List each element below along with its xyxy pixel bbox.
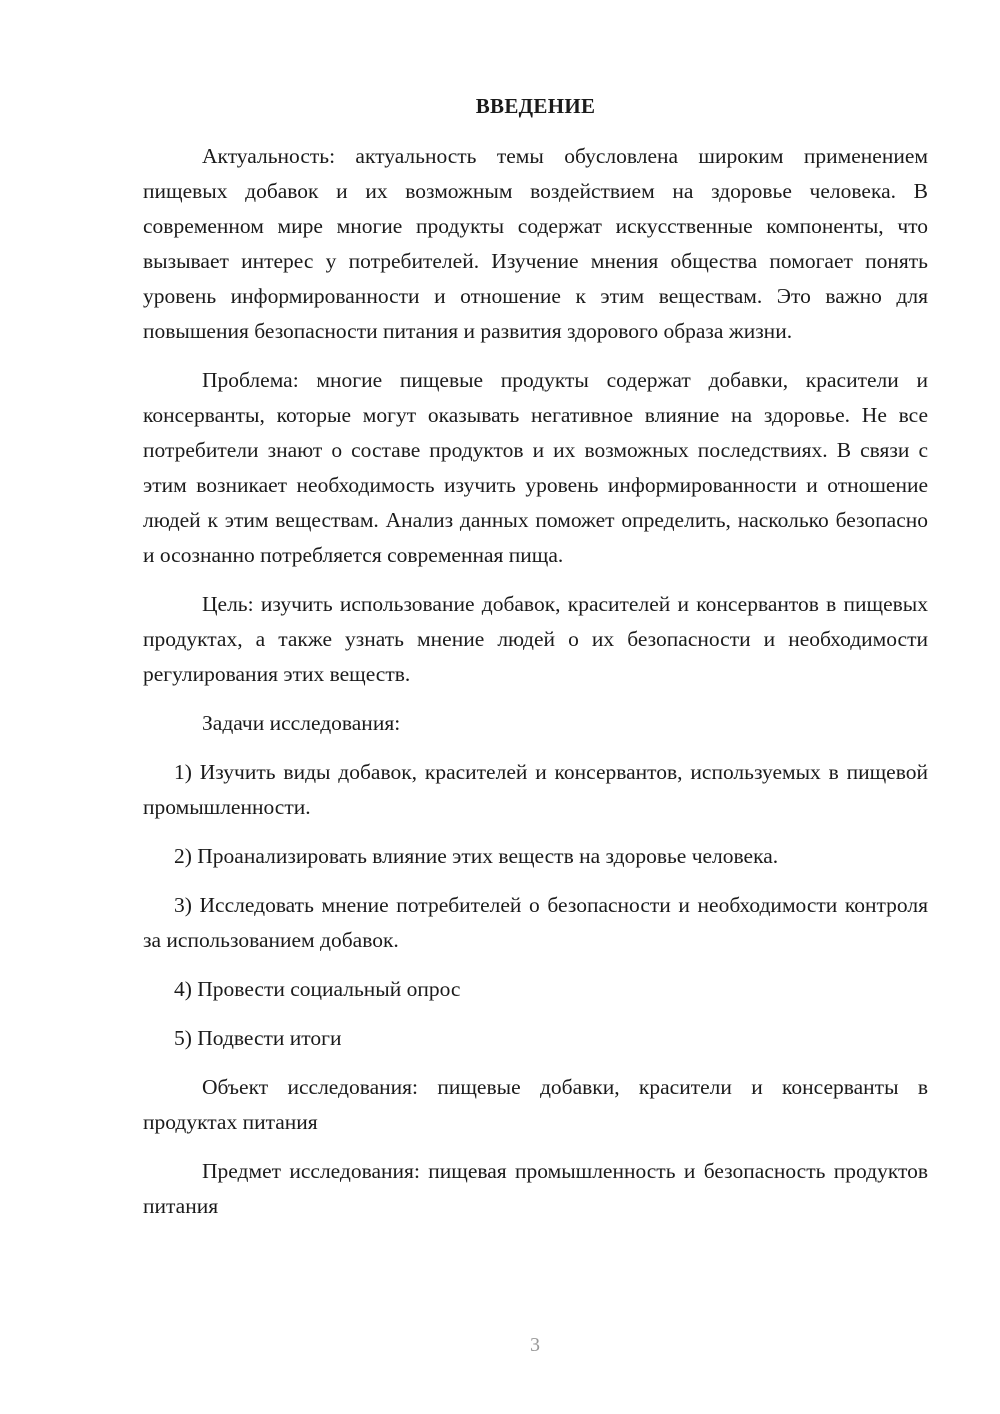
research-subject-paragraph: Предмет исследования: пищевая промышленность и безопасность продуктов питания bbox=[143, 1159, 928, 1219]
relevance-paragraph: Актуальность: актуальность темы обусловлена широким применением пищевых добавок и их возможным воздействием на здоровье человека. В современном мире многие продукты содержат искусственные компоненты, что вызывает интерес у потребителей. Изучение мнения общества помогает понять уровень информированности и отношение к этим веществам. Это важно для повышения безопасности питания и развития здорового образа жизни. bbox=[143, 144, 928, 344]
research-object-paragraph: Объект исследования: пищевые добавки, красители и консерванты в продуктах питания bbox=[143, 1075, 928, 1135]
tasks-heading: Задачи исследования: bbox=[202, 711, 401, 736]
section-heading: ВВЕДЕНИЕ bbox=[475, 94, 596, 118]
task-item: 3) Исследовать мнение потребителей о безопасности и необходимости контроля за использованием добавок. bbox=[143, 893, 928, 953]
problem-paragraph: Проблема: многие пищевые продукты содержат добавки, красители и консерванты, которые могут оказывать негативное влияние на здоровье. Не все потребители знают о составе продуктов и их возможных последствиях. В связи с этим возникает необходимость изучить уровень информированности и отношение людей к этим веществам. Анализ данных поможет определить, насколько безопасно и осознанно потребляется современная пища. bbox=[143, 368, 928, 568]
page-content bbox=[143, 93, 928, 1238]
task-item: 5) Подвести итоги bbox=[174, 1026, 342, 1051]
task-item: 4) Провести социальный опрос bbox=[174, 977, 461, 1002]
task-item: 2) Проанализировать влияние этих веществ на здоровье человека. bbox=[174, 844, 779, 869]
page-number: 3 bbox=[530, 1334, 540, 1356]
task-item: 1) Изучить виды добавок, красителей и консервантов, используемых в пищевой промышленности. bbox=[143, 760, 928, 820]
goal-paragraph: Цель: изучить использование добавок, красителей и консервантов в пищевых продуктах, а также узнать мнение людей о их безопасности и необходимости регулирования этих веществ. bbox=[143, 592, 928, 687]
